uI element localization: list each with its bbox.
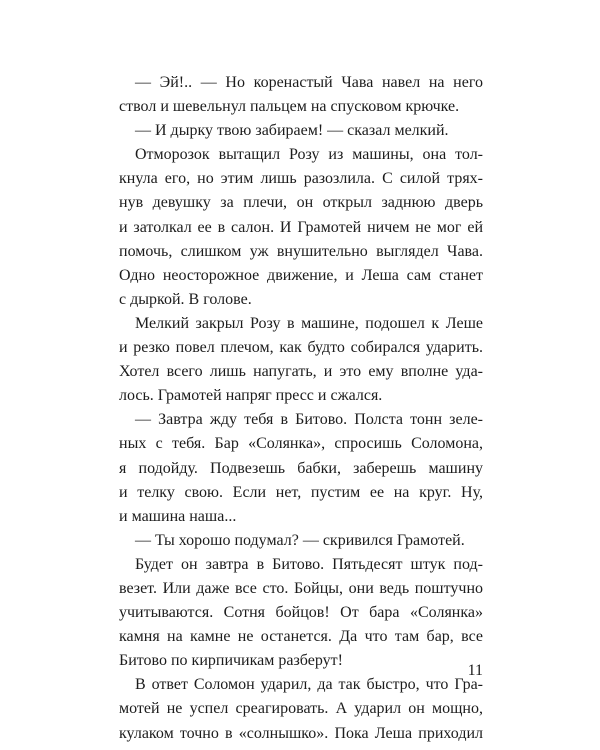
text-line: везет. Или даже все сто. Бойцы, они ведь поштучно [119,579,483,597]
text-line: с дыркой. В голове. [119,290,252,308]
text-line: я подойду. Подвезешь бабки, заберешь машину [119,459,483,477]
text-line: — Завтра жду тебя в Битово. Полста тонн зеле- [135,411,483,429]
text-line: ствол и шевельнул пальцем на спусковом крючке. [119,98,460,116]
text-line: — Эй!.. — Но коренастый Чава навел на него [135,74,483,91]
page-number: 11 [467,662,483,679]
text-line: Отморозок вытащил Розу из машины, она тол- [135,146,483,164]
text-line: Будет он завтра в Битово. Пятьдесят штук под- [135,555,483,573]
text-line: Битово по кирпичикам разберут! [119,652,343,670]
text-line: Хотел всего лишь напугать, и это ему вполне уда- [119,363,483,381]
text-line: В ответ Соломон ударил, да так быстро, что Гра- [135,676,483,694]
text-line: нув девушку за плечи, он открыл заднюю дверь [119,194,483,212]
text-line: — И дырку твою забираем! — сказал мелкий. [135,122,449,140]
body-text [119,71,483,746]
text-line: Одно неосторожное движение, и Леша сам станет [119,266,483,284]
text-line: камня на камне не останется. Да что там бар, все [119,628,483,646]
text-line: учитываются. Сотня бойцов! От бара «Солянка» [119,604,483,622]
text-line: помочь, слишком уж внушительно выглядел Чава. [119,242,483,260]
text-line: ных с тебя. Бар «Солянка», спросишь Соломона, [119,435,483,453]
text-line: Мелкий закрыл Розу в машине, подошел к Леше [135,314,483,332]
text-line: кнула его, но этим лишь разозлила. С силой трях- [119,170,483,188]
text-line: и затолкал ее в салон. И Грамотей ничем не мог ей [119,218,483,236]
text-line: мотей не успел среагировать. А ударил он мощно, [119,700,483,718]
text-line: и машина наша... [119,507,237,525]
text-line: кулаком точно в «солнышко». Пока Леша приходил [119,724,483,742]
text-line: лось. Грамотей напряг пресс и сжался. [119,387,383,405]
text-line: и телку свою. Если нет, пустим ее на круг. Ну, [119,483,483,501]
text-line: — Ты хорошо подумал? — скривился Грамотей. [135,531,465,549]
text-line: и резко повел плечом, как будто собирался ударить. [119,339,483,357]
